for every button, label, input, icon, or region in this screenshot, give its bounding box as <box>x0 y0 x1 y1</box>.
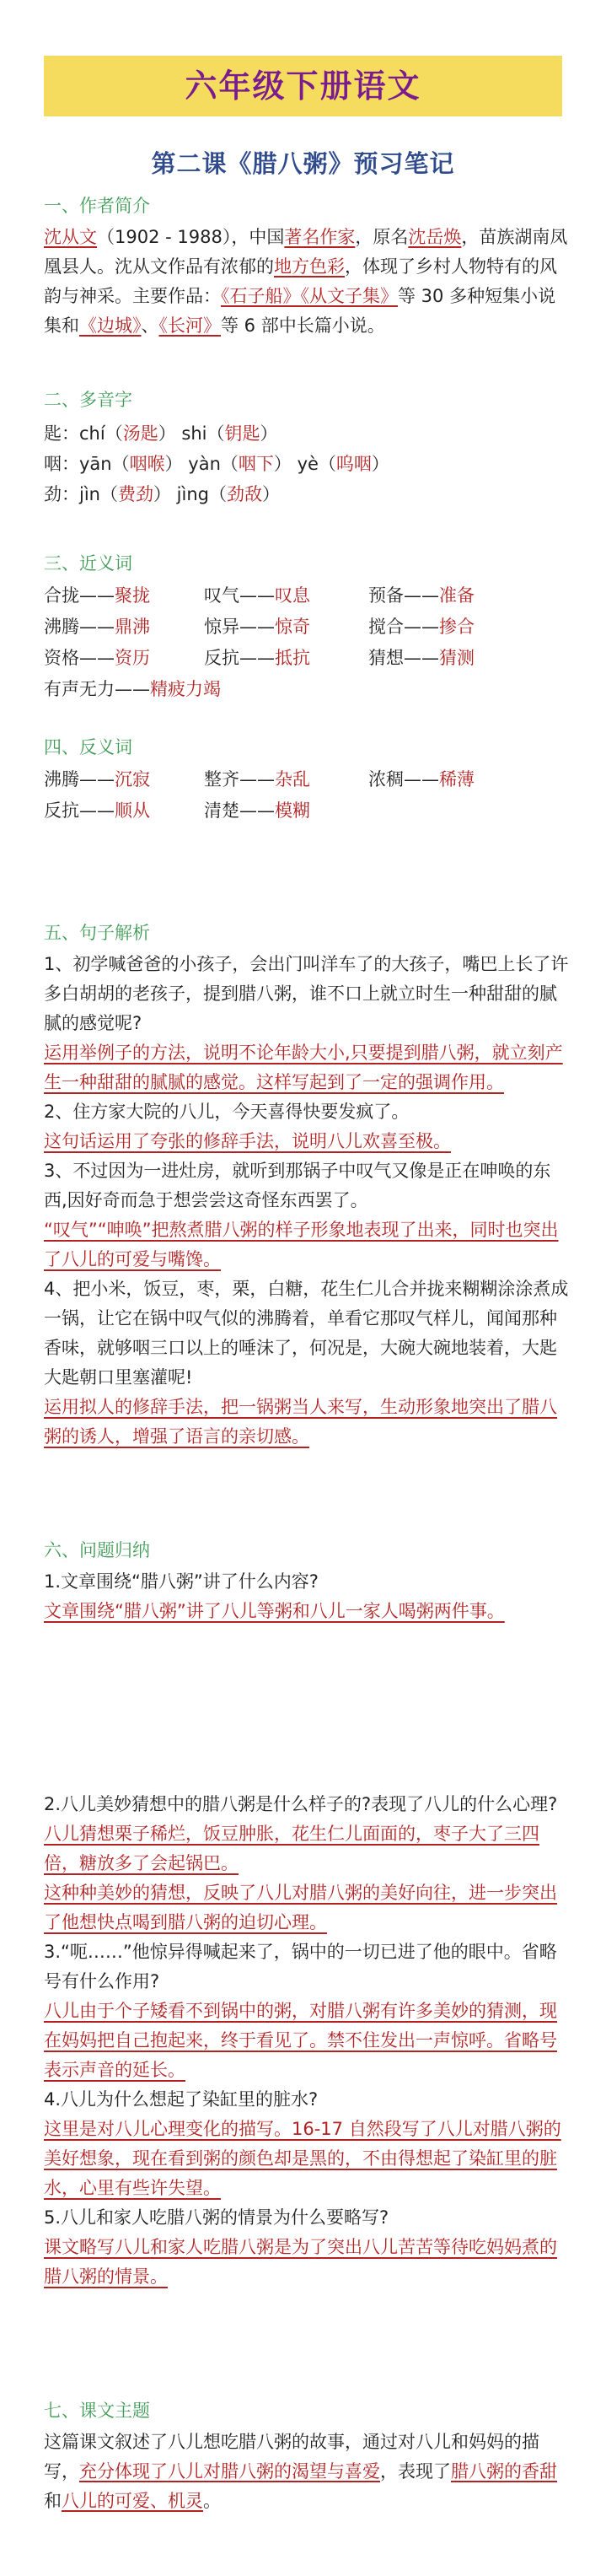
section-heading: 六、问题归纳 <box>44 1540 150 1560</box>
author-paragraph <box>44 223 571 341</box>
sentence-question: 4、把小米，饭豆，枣，栗，白糖，花生仁儿合并拢来糊糊涂涂煮成一锅，让它在锅中叹气似的沸腾着，单看它那叹气样儿，闻闻那种香味，就够咽三口以上的唾沫了，何况是，大碗大碗地装着，大匙大匙朝口里塞灌呢! <box>44 1279 569 1388</box>
sentence-question: 3、不过因为一进灶房，就听到那锅子中叹气又像是正在呻唤的东西,因好奇而急于想尝尝这奇怪东西罢了。 <box>44 1161 551 1210</box>
answer: 八儿由于个子矮看不到锅中的粥，对腊八粥有许多美妙的猜测，现在妈妈把自己抱起来，终于看见了。禁不住发出一声惊呼。省略号表示声音的延长。 <box>44 2001 557 2080</box>
answer: 八儿猜想栗子稀烂，饭豆肿胀，花生仁儿面面的，枣子大了三四倍，糖放多了会起锅巴。 <box>44 1824 539 1873</box>
text: 等 30 多种短集小说集和 <box>44 286 556 336</box>
synonym-row: 沸腾——鼎沸 惊异——惊奇 搅合——掺合 <box>44 617 475 637</box>
section-theme <box>44 2397 571 2516</box>
answer: 这种种美妙的猜想，反映了八儿对腊八粥的美好向往，进一步突出了他想快点喝到腊八粥的迫切心理。 <box>44 1883 557 1932</box>
section-heading: 七、课文主题 <box>44 2401 150 2421</box>
sentence-answer: “叹气”“呻唤”把熬煮腊八粥的样子形象地表现了出来，同时也突出了八儿的可爱与嘴馋。 <box>44 1220 559 1269</box>
section-heading: 三、近义词 <box>44 553 132 574</box>
section-questions-cont <box>44 1790 571 2292</box>
polyphone-row: 咽：yān（咽喉） yàn（咽下） yè（呜咽） <box>44 454 389 474</box>
section-heading: 一、作者简介 <box>44 196 150 216</box>
author-name: 沈从文 <box>44 227 97 247</box>
highlight: 地方色彩 <box>274 256 345 277</box>
answer: 这里是对八儿心理变化的描写。16-17 自然段写了八儿对腊八粥的美好想象，现在看到粥的颜色却是黑的，不由得想起了染缸里的脏水，心里有些许失望。 <box>44 2119 561 2198</box>
antonym-row: 沸腾——沉寂 整齐——杂乱 浓稠——稀薄 <box>44 769 475 790</box>
section-heading: 二、多音字 <box>44 390 132 410</box>
title-banner: 六年级下册语文 <box>44 56 562 116</box>
section-sentences <box>44 919 571 1452</box>
question: 3.“呃……”他惊异得喊起来了，锅中的一切已进了他的眼中。省略号有什么作用? <box>44 1942 557 1991</box>
answer: 文章围绕“腊八粥”讲了八儿等粥和八儿一家人喝粥两件事。 <box>44 1601 505 1621</box>
synonym-row: 有声无力——精疲力竭 <box>44 679 221 699</box>
section-polyphones <box>44 386 571 509</box>
antonym-row: 反抗——顺从 清楚——模糊 <box>44 800 310 821</box>
section-heading: 五、句子解析 <box>44 923 150 943</box>
text: ，苗族湖南凤凰县人。沈从文作品有浓郁的 <box>44 227 568 277</box>
text: ，体现了乡村人物特有的风韵与神采。主要作品： <box>44 256 557 306</box>
highlight: 《边城》 <box>79 315 142 336</box>
polyphone-row: 劲：jìn（费劲） jìng（劲敌） <box>44 484 280 504</box>
question: 1.文章围绕“腊八粥”讲了什么内容? <box>44 1571 319 1592</box>
sentence-question: 2、住方家大院的八儿，今天喜得快要发疯了。 <box>44 1102 410 1122</box>
theme-paragraph: 这篇课文叙述了八儿想吃腊八粥的故事，通过对八儿和妈妈的描写，充分体现了八儿对腊八粥的渴望与喜爱，表现了腊八粥的香甜和八儿的可爱、机灵。 <box>44 2432 557 2511</box>
page-subtitle: 第二课《腊八粥》预习笔记 <box>151 149 455 178</box>
highlight: 沈岳焕 <box>408 227 462 247</box>
synonym-row: 资格——资历 反抗——抵抗 猜想——猜测 <box>44 648 475 668</box>
question: 5.八儿和家人吃腊八粥的情景为什么要略写? <box>44 2207 389 2228</box>
sentence-answer: 运用拟人的修辞手法，把一锅粥当人来写，生动形象地突出了腊八粥的诱人，增强了语言的亲切感。 <box>44 1397 557 1447</box>
section-synonyms <box>44 550 571 705</box>
highlight: 《石子船》《从文子集》 <box>221 286 398 306</box>
synonym-row: 合拢——聚拢 叹气——叹息 预备——准备 <box>44 585 475 606</box>
section-heading: 四、反义词 <box>44 737 132 757</box>
answer: 课文略写八儿和家人吃腊八粥是为了突出八儿苦苦等待吃妈妈煮的腊八粥的情景。 <box>44 2237 557 2287</box>
text: ，原名 <box>355 227 409 247</box>
section-author <box>44 192 571 341</box>
polyphone-row: 匙：chí（汤匙） shi（钥匙） <box>44 423 278 444</box>
highlight: 《长河》 <box>158 315 221 336</box>
text: 等 6 部中长篇小说。 <box>221 315 385 336</box>
text: 、 <box>141 315 159 336</box>
text: （1902 - 1988），中国 <box>97 227 285 247</box>
section-questions <box>44 1537 571 1626</box>
question: 4.八儿为什么想起了染缸里的脏水? <box>44 2089 319 2110</box>
sentence-answer: 运用举例子的方法，说明不论年龄大小,只要提到腊八粥，就立刻产生一种甜甜的腻腻的感觉。这样写起到了一定的强调作用。 <box>44 1043 563 1092</box>
question: 2.八儿美妙猜想中的腊八粥是什么样子的?表现了八儿的什么心理? <box>44 1794 558 1814</box>
section-antonyms <box>44 734 571 827</box>
sentence-answer: 这句话运用了夸张的修辞手法，说明八儿欢喜至极。 <box>44 1131 451 1151</box>
sentence-question: 1、初学喊爸爸的小孩子，会出门叫洋车了的大孩子，嘴巴上长了许多白胡胡的老孩子，提到腊八粥，谁不口上就立时生一种甜甜的腻腻的感觉呢? <box>44 954 569 1033</box>
highlight: 著名作家 <box>284 227 356 247</box>
